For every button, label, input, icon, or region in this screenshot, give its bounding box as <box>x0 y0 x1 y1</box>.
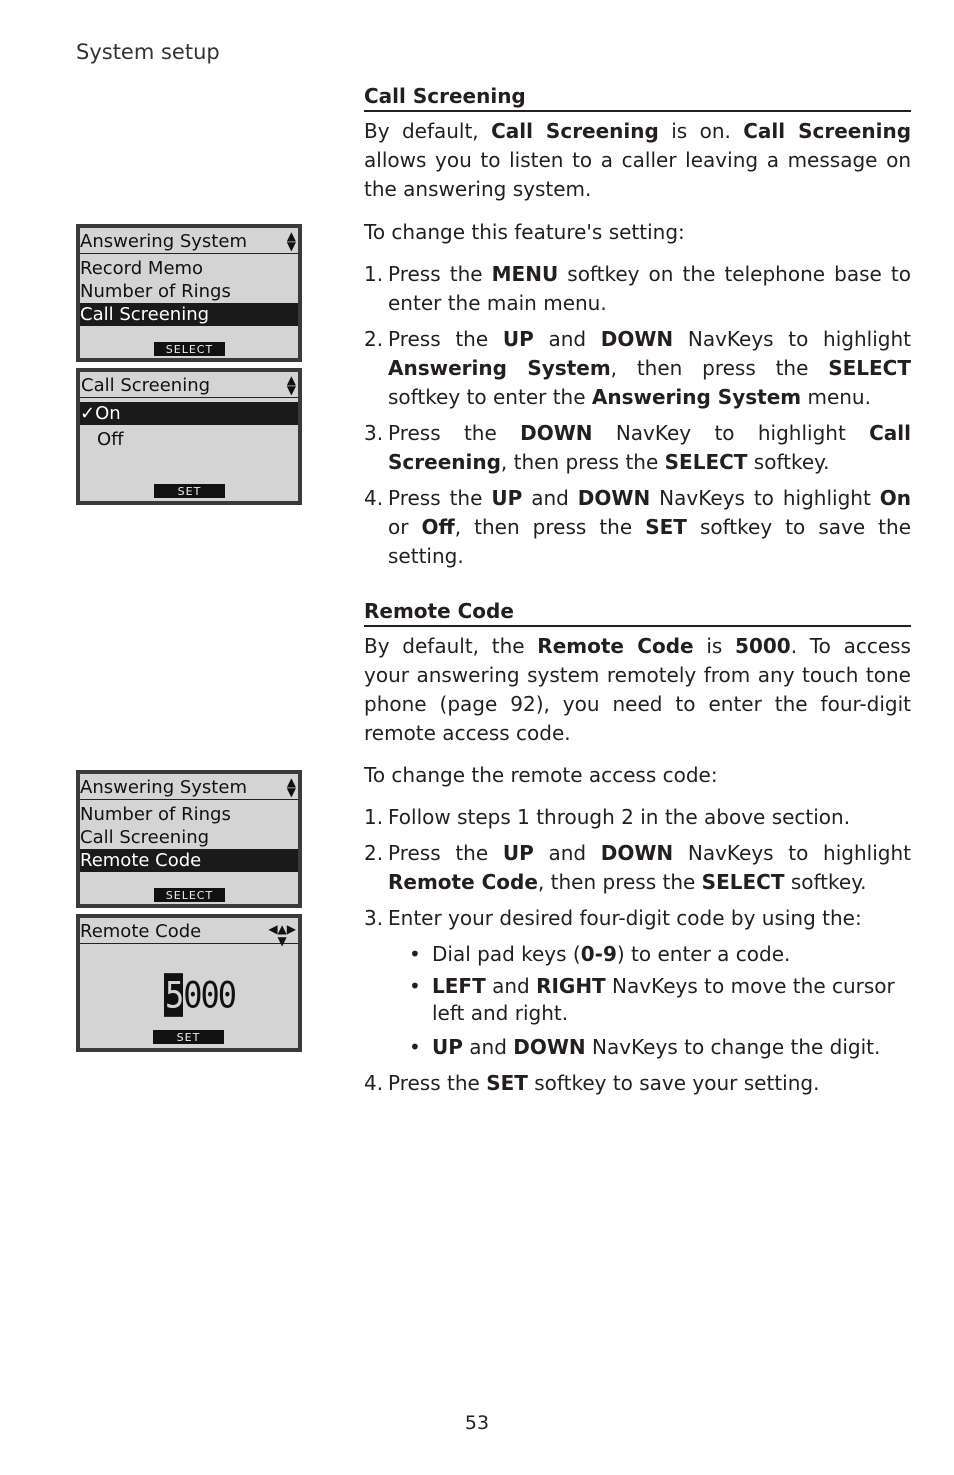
section-header: System setup <box>76 40 220 64</box>
set-softkey: SET <box>154 484 225 498</box>
rc-bullet-2: • LEFT and RIGHT NavKeys to move the cursor left and right. <box>409 974 895 1025</box>
up-down-arrows-icon: ▲ ▼ <box>286 229 296 253</box>
lcd-title: Call Screening <box>80 372 298 398</box>
call-screening-section <box>364 83 911 571</box>
remote-code-change-label: To change the remote access code: <box>364 763 718 787</box>
remote-code-title: Remote Code <box>364 598 911 627</box>
up-down-arrows-icon: ▲ ▼ <box>286 373 296 397</box>
lcd-screen-answering-system-2 <box>76 770 302 908</box>
lcd-row-highlighted: Remote Code <box>80 849 298 872</box>
cs-step-2: 2. Press the UP and DOWN NavKeys to highlight Answering System, then press the SELECT softkey to enter the Answering System menu. <box>364 327 911 409</box>
remote-code-intro: By default, the Remote Code is 5000. To access your answering system remotely from any touch tone phone (page 92), you need to enter the four-digit remote access code. <box>364 634 911 745</box>
lcd-row: Off <box>97 429 124 450</box>
rc-bullet-3: • UP and DOWN NavKeys to change the digit. <box>409 1035 881 1059</box>
select-softkey: SELECT <box>154 888 225 902</box>
cs-step-4: 4. Press the UP and DOWN NavKeys to highlight On or Off, then press the SET softkey to save the setting. <box>364 486 912 568</box>
lcd-row-highlighted: Call Screening <box>80 303 298 326</box>
lcd-title: Remote Code <box>80 918 298 944</box>
cs-step-1: 1. Press the MENU softkey on the telephone base to enter the main menu. <box>364 262 911 315</box>
four-way-arrows-icon: ◀▲▶ ▼ <box>268 922 296 948</box>
rc-step-3: 3. Enter your desired four-digit code by using the: <box>364 906 862 930</box>
lcd-row: Number of Rings <box>80 804 231 825</box>
lcd-row: Call Screening <box>80 827 210 848</box>
cursor-digit: 5 <box>165 973 183 1017</box>
lcd-row: Record Memo <box>80 258 204 279</box>
rc-bullet-1: • Dial pad keys (0-9) to enter a code. <box>409 942 791 966</box>
lcd-screen-answering-system-1 <box>76 224 302 362</box>
up-down-arrows-icon: ▲ ▼ <box>286 775 296 799</box>
rc-step-1: 1. Follow steps 1 through 2 in the above section. <box>364 805 851 829</box>
remote-code-section <box>364 598 911 1098</box>
select-softkey: SELECT <box>154 342 225 356</box>
call-screening-intro: By default, Call Screening is on. Call Screening allows you to listen to a caller leaving a message on the answering system. <box>364 119 912 201</box>
lcd-title: Answering System <box>80 228 298 254</box>
call-screening-change-label: To change this feature's setting: <box>364 220 685 244</box>
lcd-title: Answering System <box>80 774 298 800</box>
rc-step-4: 4. Press the SET softkey to save your setting. <box>364 1071 820 1095</box>
set-softkey: SET <box>153 1030 224 1044</box>
page-number: 53 <box>464 1412 490 1434</box>
lcd-row-highlighted: ✓On <box>80 402 298 425</box>
cs-step-3: 3. Press the DOWN NavKey to highlight Call Screening, then press the SELECT softkey. <box>364 421 911 474</box>
lcd-screen-remote-code <box>76 914 302 1052</box>
lcd-screen-call-screening <box>76 368 302 505</box>
remote-code-value: 5000 <box>165 973 236 1017</box>
lcd-row: Number of Rings <box>80 281 231 302</box>
call-screening-title: Call Screening <box>364 83 911 112</box>
rc-step-2: 2. Press the UP and DOWN NavKeys to highlight Remote Code, then press the SELECT softkey. <box>364 841 911 894</box>
